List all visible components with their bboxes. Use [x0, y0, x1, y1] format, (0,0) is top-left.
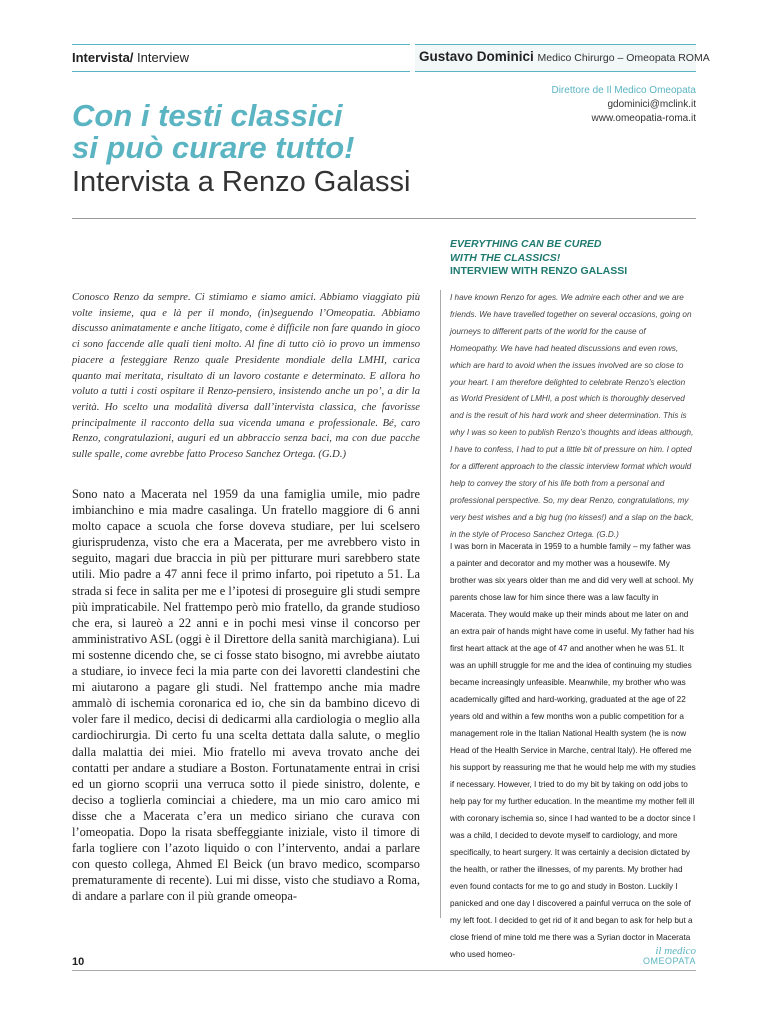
article-subtitle: Intervista a Renzo Galassi: [72, 166, 411, 198]
english-heading-line1: EVERYTHING CAN BE CURED: [450, 238, 602, 250]
author-title: Medico Chirurgo – Omeopata ROMA: [537, 52, 710, 64]
logo-line2: OMEOPATA: [642, 956, 696, 966]
section-header: [72, 44, 410, 72]
author-contact: [551, 84, 696, 126]
italian-body: Sono nato a Macerata nel 1959 da una famiglia umile, mio padre imbianchino e mia madre casalinga. Un fratello maggiore di 6 anni molto capace a scuola che forse doveva studiare, per lui scelsero giurisprudenza, visto che era a Macerata, per me avrebbero visto in seguito, magari due braccia in più per pitturare muri sarebbero state utili. Mio padre a 47 anni fece il primo infarto, poi ripetuto a 51. La strada si fece in salita per me e l’ipotesi di proseguire gli studi sempre più impraticabile. Nel frattempo però mio fratello, da grande studioso che era, si laureò a 22 anni e in pochi mesi vinse il concorso per amministrativo ASL (oggi è il Direttore della sanità marchigiana). Lui mi sostenne dicendo che, se ci fosse stato bisogno, mi avrebbe aiutato a studiare, io invece feci la mia parte con dei lavoretti clandestini che mi aiutarono a pagare gli studi. Nel frattempo anche mia madre ammalò di ischemia coronarica ed io, che sin da bambino dicevo di voler fare il medico, decisi di dedicarmi alla cardiologia o meglio alla cardiochirurgia. Di certo fu una scelta dettata dalla salute, o meglio dalla malattia dei miei. Mio fratello mi aveva trovato anche dei contatti per andare a studiare a Boston. Fortunatamente entrai in crisi ed un giorno scoprii una verruca sotto il piede sinistro, dolente, e deciso a toglierla cominciai a chiedere, ma un mio caro amico mi disse che a Macerata c’era un medico siriano che curava con l’omeopatia. Dopo la risata sbeffeggiante iniziale, visto il timore di farla togliere con l’azoto liquido o con l’intervento, andai a parlare con questo collega, Ahmed El Beick (un bravo medico, scomparso prematuramente di recente). Lui mi disse, visto che studiavo a Roma, di andare a parlare con il più grande omeopa-: [72, 487, 420, 904]
logo-line1: il medico: [655, 945, 696, 957]
author-line: [419, 49, 710, 64]
page-header: [72, 44, 710, 72]
section-label: [72, 50, 189, 65]
english-heading-line2: WITH THE CLASSICS!: [450, 251, 561, 264]
column-divider: [440, 290, 441, 918]
italian-intro: Conosco Renzo da sempre. Ci stimiamo e siamo amici. Abbiamo viaggiato più volte insieme, qua e là per il mondo, (in)seguendo l’Omeopatia. Abbiamo discusso animatamente e anche litigato, come è difficile non fare quando in gioco ci sono faccende alle quali tieni molto. Al fine di tutto ciò io provo un immenso piacere a festeggiare Renzo quale Presidente mondiale della LMHI, carica quanto mai meritata, risultato di un lavoro costante e determinato. E allora ho voluto a tutti i costi ospitare il Renzo-pensiero, insistendo anche un po’, a dir la verità. Ho scelto una modalità diversa dall’intervista classica, che favorisse principalmente il racconto della sua vicenda umana e professionale. Bé, caro Renzo, congratulazioni, auguri ed un abbraccio senza baci, ma con due pacche sulle spalle, come avrebbe fatto Proceso Sanchez Ortega. (G.D.): [72, 292, 420, 461]
footer-divider: [72, 970, 696, 971]
author-website: www.omeopatia-roma.it: [591, 113, 696, 124]
magazine-logo: [643, 946, 696, 966]
english-heading-line3: INTERVIEW WITH RENZO GALASSI: [450, 265, 628, 277]
title-divider: [72, 218, 696, 219]
english-body: I was born in Macerata in 1959 to a humble family – my father was a painter and decorator and my mother was a housewife. My brother was six years older than me and did very well at school. My parents chose law for him since there was a law faculty in Macerata. They would make up their minds about me later on and an extra pair of hands might have come in useful. My father had his first heart attack at the age of 47 and another when he was 51. It was an uphill struggle for me and the idea of continuing my studies became increasingly unfeasible. Meanwhile, my brother who was academically gifted and hard-working, graduated at the age of 22 years old and within a few months won a public competition for a management role in the Italian National Health system (he is now Head of the Health Service in Marche, central Italy). He offered me his support by reassuring me that he would help me with my studies if necessary. However, I tried to do my bit by taking on odd jobs to help pay for my further education. In the meantime my mother fell ill with coronary ischemia so, since I had wanted to be a doctor since I was a child, I decided to devote myself to cardiology, and more specifically, to heart surgery. It was certainly a decision dictated by the health, or rather the illnesses, of my parents. My brother had even found contacts for me to go and study in Boston. Luckily I panicked and one day I discovered a painful verruca on the sole of my left foot. I decided to get rid of it and began to ask for help but a close friend of mine told me there was a Syrian doctor in Macerata who used homeo-: [450, 542, 696, 959]
author-header: [415, 44, 710, 72]
article-title-line2: si può curare tutto!: [72, 130, 355, 165]
section-label-light: Interview: [133, 50, 190, 65]
page-number: 10: [72, 956, 85, 968]
english-intro: I have known Renzo for ages. We admire each other and we are friends. We have travelled together on several occasions, going on journeys to different parts of the world for the cause of Homeopathy. We have had heated discussions and even rows, which are hard to avoid when the issues involved are so close to your heart. I am therefore delighted to celebrate Renzo’s election as World President of LMHI, a post which is thoroughly deserved and is the result of his hard work and sheer determination. This is why I was so keen to publish Renzo’s thoughts and ideas although, I have to confess, I had to put a little bit of pressure on him. I opted for a different approach to the classic interview format which would help to convey the story of his life both from a personal and professional perspective. So, my dear Renzo, congratulations, my very best wishes and a big hug (no kisses!) and a slap on the back, in the style of Proceso Sanchez Ortega. (G.D.): [450, 293, 694, 539]
article-title-line1: Con i testi classici: [72, 98, 343, 133]
author-role: Direttore de Il Medico Omeopata: [551, 85, 696, 96]
english-heading: [450, 238, 696, 279]
section-label-bold: Intervista/: [72, 50, 134, 65]
author-email: gdominici@mclink.it: [607, 99, 696, 110]
author-name: Gustavo Dominici: [419, 49, 534, 64]
